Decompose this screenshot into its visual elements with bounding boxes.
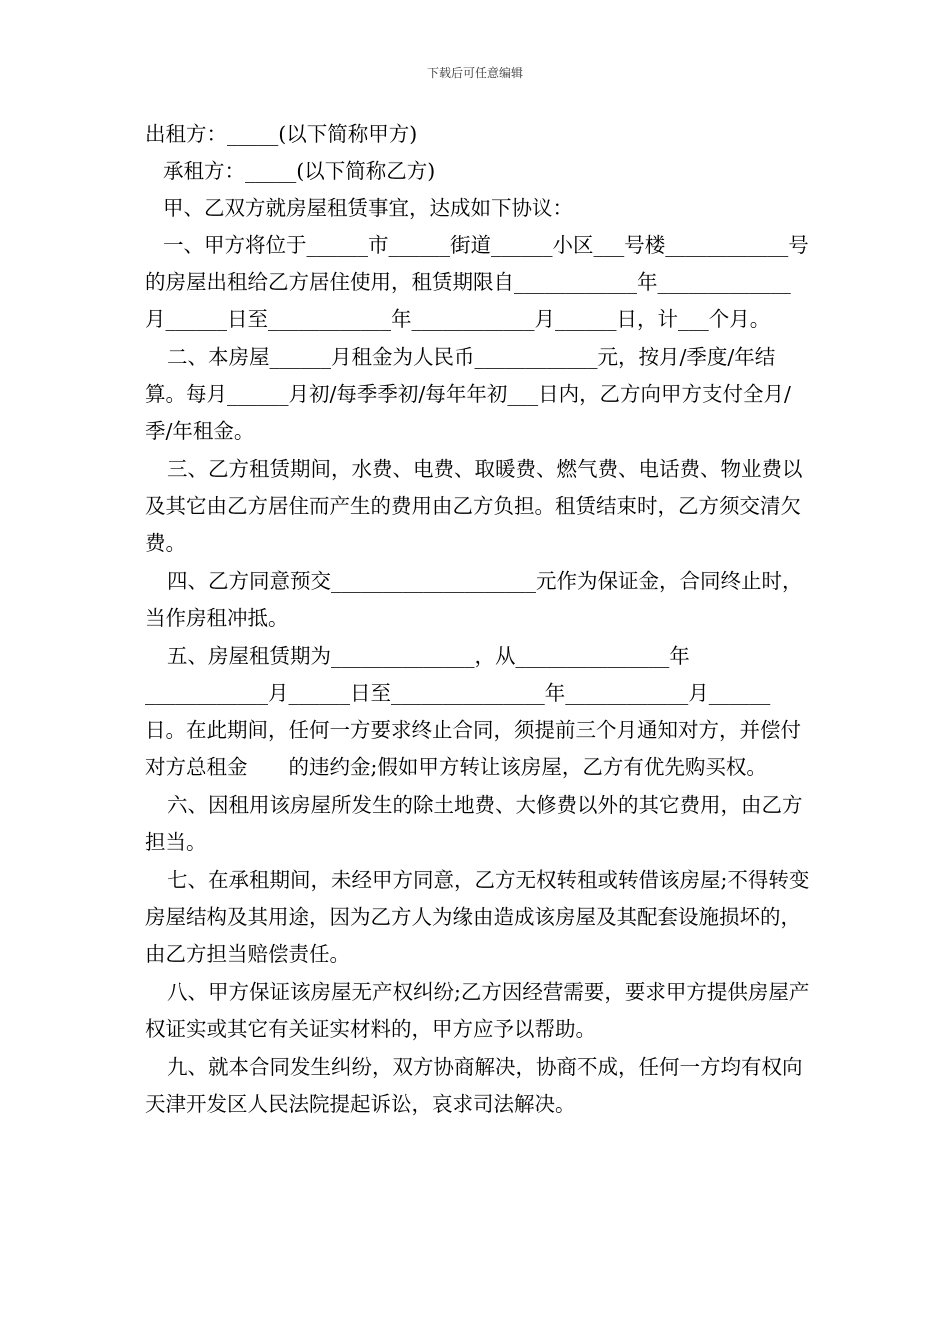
paragraph-intro: 甲、乙双方就房屋租赁事宜，达成如下协议： (163, 196, 573, 220)
clause-5: 五、房屋租赁期为______________，从_______________年____________月______日至_______________年____________月______日。在此期间，任何一方要求终止合同，须提前三个月通知对方，并偿付对方总租金 的违约金;假如甲方转让该房屋，乙方有优先购买权。 (145, 644, 801, 779)
paragraph-lessor: 出租方：_____(以下简称甲方) (145, 122, 418, 146)
clause-9: 九、就本合同发生纠纷，双方协商解决，协商不成，任何一方均有权向天津开发区人民法院提起诉讼，哀求司法解决。 (145, 1055, 803, 1116)
clause-6: 六、因租用该房屋所发生的除土地费、大修费以外的其它费用，由乙方担当。 (145, 793, 803, 854)
clause-2: 二、本房屋______月租金为人民币____________元，按月/季度/年结算。每月______月初/每季季初/每年年初___日内，乙方向甲方支付全月/季/年租金。 (145, 345, 791, 443)
paragraph-lessee: 承租方：_____(以下简称乙方) (163, 159, 436, 183)
clause-4: 四、乙方同意预交____________________元作为保证金，合同终止时，当作房租冲抵。 (145, 569, 803, 630)
clause-7: 七、在承租期间，未经甲方同意，乙方无权转租或转借该房屋;不得转变房屋结构及其用途，因为乙方人为缘由造成该房屋及其配套设施损坏的，由乙方担当赔偿责任。 (145, 868, 810, 966)
contract-body (145, 116, 811, 1123)
clause-3: 三、乙方租赁期间，水费、电费、取暖费、燃气费、电话费、物业费以及其它由乙方居住而产生的费用由乙方负担。租赁结束时，乙方须交清欠费。 (145, 457, 803, 555)
page-header: 下载后可任意编辑 (426, 66, 523, 80)
clause-8: 八、甲方保证该房屋无产权纠纷;乙方因经营需要，要求甲方提供房屋产权证实或其它有关证实材料的，甲方应予以帮助。 (145, 980, 810, 1041)
clause-1: 一、甲方将位于______市______街道______小区___号楼____________号的房屋出租给乙方居住使用，租赁期限自____________年_____________月______日至____________年____________月______日，计___个月。 (145, 233, 809, 331)
